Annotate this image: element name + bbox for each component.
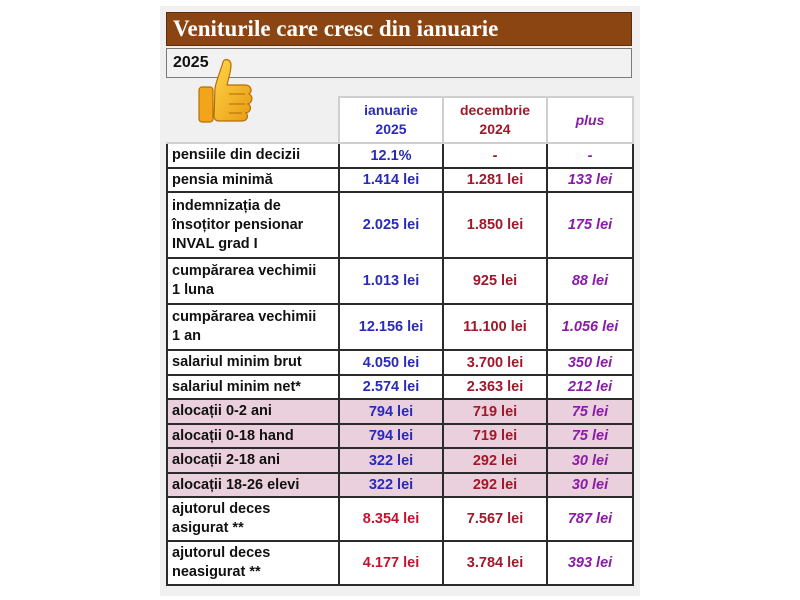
- table-row: [167, 192, 633, 258]
- row-label: cumpărarea vechimii 1 an: [167, 304, 339, 350]
- row-label: pensiile din decizii: [167, 143, 339, 168]
- page-title: Veniturile care cresc din ianuarie: [166, 12, 632, 46]
- table-row: [167, 168, 633, 192]
- table-row: [167, 375, 633, 399]
- header-blank-cell: [167, 97, 339, 143]
- table-row: [167, 304, 633, 350]
- january-value: 4.050 lei: [339, 350, 443, 375]
- january-value: 794 lei: [339, 399, 443, 424]
- table-row: [167, 399, 633, 424]
- plus-value: 175 lei: [547, 192, 633, 258]
- infographic-card: [160, 6, 640, 596]
- plus-value: 30 lei: [547, 448, 633, 473]
- table-body: [167, 143, 633, 585]
- december-value: 2.363 lei: [443, 375, 547, 399]
- december-value: 925 lei: [443, 258, 547, 304]
- row-label: pensia minimă: [167, 168, 339, 192]
- row-label: salariul minim brut: [167, 350, 339, 375]
- plus-value: 88 lei: [547, 258, 633, 304]
- row-label: ajutorul deces neasigurat **: [167, 541, 339, 585]
- row-label: ajutorul deces asigurat **: [167, 497, 339, 541]
- january-value: 4.177 lei: [339, 541, 443, 585]
- row-label: indemnizația de însoțitor pensionar INVAL grad I: [167, 192, 339, 258]
- december-value: 11.100 lei: [443, 304, 547, 350]
- december-value: 719 lei: [443, 399, 547, 424]
- plus-value: 30 lei: [547, 473, 633, 497]
- table-row: [167, 448, 633, 473]
- row-label: alocații 18-26 elevi: [167, 473, 339, 497]
- december-value: 7.567 lei: [443, 497, 547, 541]
- january-value: 322 lei: [339, 473, 443, 497]
- plus-value: 75 lei: [547, 399, 633, 424]
- table-row: [167, 424, 633, 448]
- january-value: 2.574 lei: [339, 375, 443, 399]
- december-value: 292 lei: [443, 473, 547, 497]
- january-value: 8.354 lei: [339, 497, 443, 541]
- plus-value: 1.056 lei: [547, 304, 633, 350]
- plus-value: 350 lei: [547, 350, 633, 375]
- january-value: 1.414 lei: [339, 168, 443, 192]
- header-plus: plus: [547, 97, 633, 143]
- table-row: [167, 350, 633, 375]
- january-value: 2.025 lei: [339, 192, 443, 258]
- december-value: 292 lei: [443, 448, 547, 473]
- row-label: alocații 2-18 ani: [167, 448, 339, 473]
- header-january: ianuarie 2025: [339, 97, 443, 143]
- december-value: 1.281 lei: [443, 168, 547, 192]
- year-label: 2025: [166, 48, 632, 78]
- january-value: 322 lei: [339, 448, 443, 473]
- row-label: salariul minim net*: [167, 375, 339, 399]
- row-label: alocații 0-2 ani: [167, 399, 339, 424]
- table-header-row: [167, 97, 633, 143]
- table-row: [167, 258, 633, 304]
- income-table: [166, 96, 634, 586]
- table-row: [167, 143, 633, 168]
- row-label: cumpărarea vechimii 1 luna: [167, 258, 339, 304]
- table-row: [167, 497, 633, 541]
- january-value: 1.013 lei: [339, 258, 443, 304]
- plus-value: -: [547, 143, 633, 168]
- december-value: -: [443, 143, 547, 168]
- plus-value: 133 lei: [547, 168, 633, 192]
- january-value: 12.156 lei: [339, 304, 443, 350]
- december-value: 3.700 lei: [443, 350, 547, 375]
- december-value: 1.850 lei: [443, 192, 547, 258]
- january-value: 794 lei: [339, 424, 443, 448]
- plus-value: 787 lei: [547, 497, 633, 541]
- header-december: decembrie 2024: [443, 97, 547, 143]
- table-row: [167, 541, 633, 585]
- january-value: 12.1%: [339, 143, 443, 168]
- row-label: alocații 0-18 hand: [167, 424, 339, 448]
- december-value: 719 lei: [443, 424, 547, 448]
- plus-value: 75 lei: [547, 424, 633, 448]
- december-value: 3.784 lei: [443, 541, 547, 585]
- plus-value: 393 lei: [547, 541, 633, 585]
- table-row: [167, 473, 633, 497]
- plus-value: 212 lei: [547, 375, 633, 399]
